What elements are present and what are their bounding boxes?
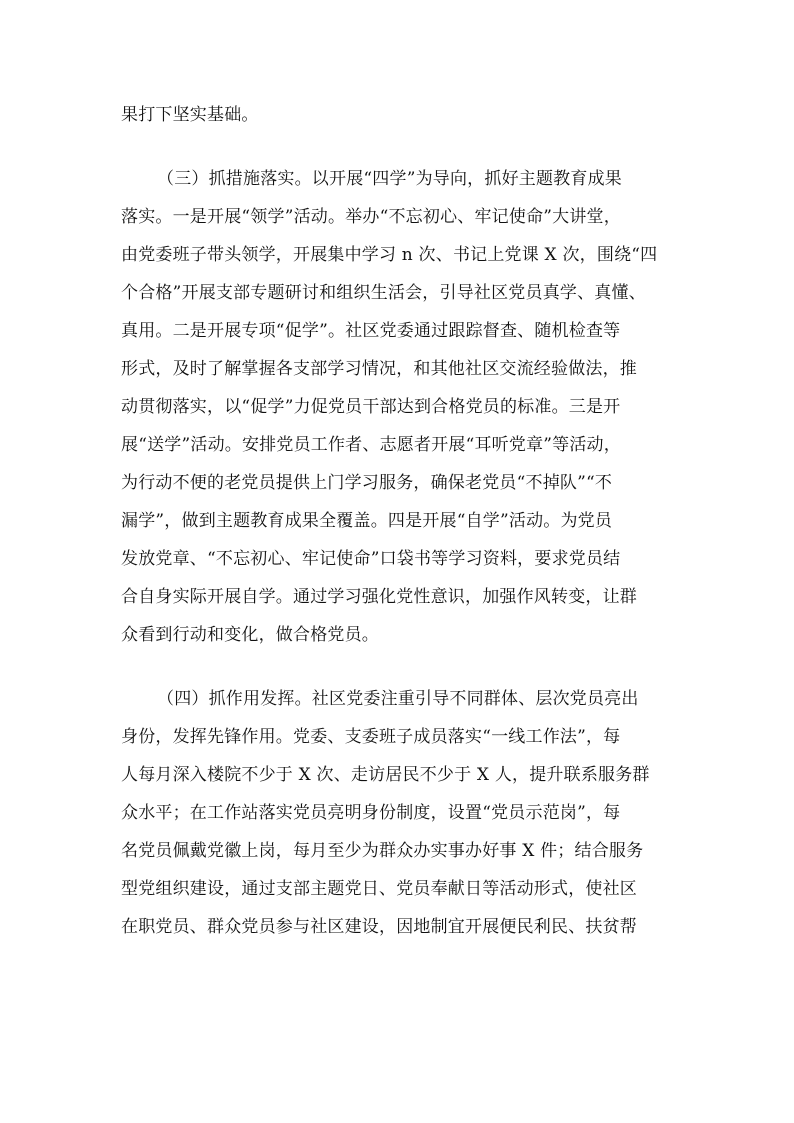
document-body (121, 96, 677, 946)
text-line: 为行动不便的老党员提供上门学习服务，确保老党员“不掉队”“不 (121, 473, 613, 493)
section-four-paragraph (121, 680, 677, 946)
paragraph-gap (121, 134, 677, 160)
section-three-heading-line: （三）抓措施落实。以开展“四学”为导向，抓好主题教育成果 (157, 169, 622, 189)
text-line: 型党组织建设，通过支部主题党日、党员奉献日等活动形式，使社区 (121, 879, 637, 899)
text-line: 真用。二是开展专项“促学”。社区党委通过跟踪督查、随机检查等 (121, 321, 621, 341)
text-line: 展“送学”活动。安排党员工作者、志愿者开展“耳听党章”等活动， (121, 435, 621, 455)
section-three-paragraph (121, 160, 677, 654)
section-four-heading-line: （四）抓作用发挥。社区党委注重引导不同群体、层次党员亮出 (157, 689, 639, 709)
paragraph-gap (121, 654, 677, 680)
text-line: 动贯彻落实，以“促学”力促党员干部达到合格党员的标准。三是开 (121, 397, 621, 417)
text-line: 形式，及时了解掌握各支部学习情况，和其他社区交流经验做法，推 (121, 359, 637, 379)
text-line: 身份，发挥先锋作用。党委、支委班子成员落实“一线工作法”，每 (121, 727, 621, 747)
text-line: 合自身实际开展自学。通过学习强化党性意识，加强作风转变，让群 (121, 587, 637, 607)
text-line: 果打下坚实基础。 (121, 105, 259, 125)
text-line: 人每月深入楼院不少于 X 次、走访居民不少于 X 人，提升联系服务群 (121, 765, 650, 785)
text-line: 由党委班子带头领学，开展集中学习 n 次、书记上党课 X 次，围绕“四 (121, 245, 658, 265)
text-line: 众看到行动和变化，做合格党员。 (121, 625, 379, 645)
text-line: 众水平；在工作站落实党员亮明身份制度，设置“党员示范岗”，每 (121, 803, 621, 823)
text-line: 在职党员、群众党员参与社区建设，因地制宜开展便民利民、扶贫帮 (121, 917, 637, 937)
paragraph-tail (121, 96, 677, 134)
text-line: 发放党章、“不忘初心、牢记使命”口袋书等学习资料，要求党员结 (121, 549, 621, 569)
text-line: 漏学”，做到主题教育成果全覆盖。四是开展“自学”活动。为党员 (121, 511, 613, 531)
text-line: 名党员佩戴党徽上岗，每月至少为群众办实事办好事 X 件；结合服务 (121, 841, 644, 861)
text-line: 落实。一是开展“领学”活动。举办“不忘初心、牢记使命”大讲堂， (121, 207, 621, 227)
text-line: 个合格”开展支部专题研讨和组织生活会，引导社区党员真学、真懂、 (121, 283, 646, 303)
